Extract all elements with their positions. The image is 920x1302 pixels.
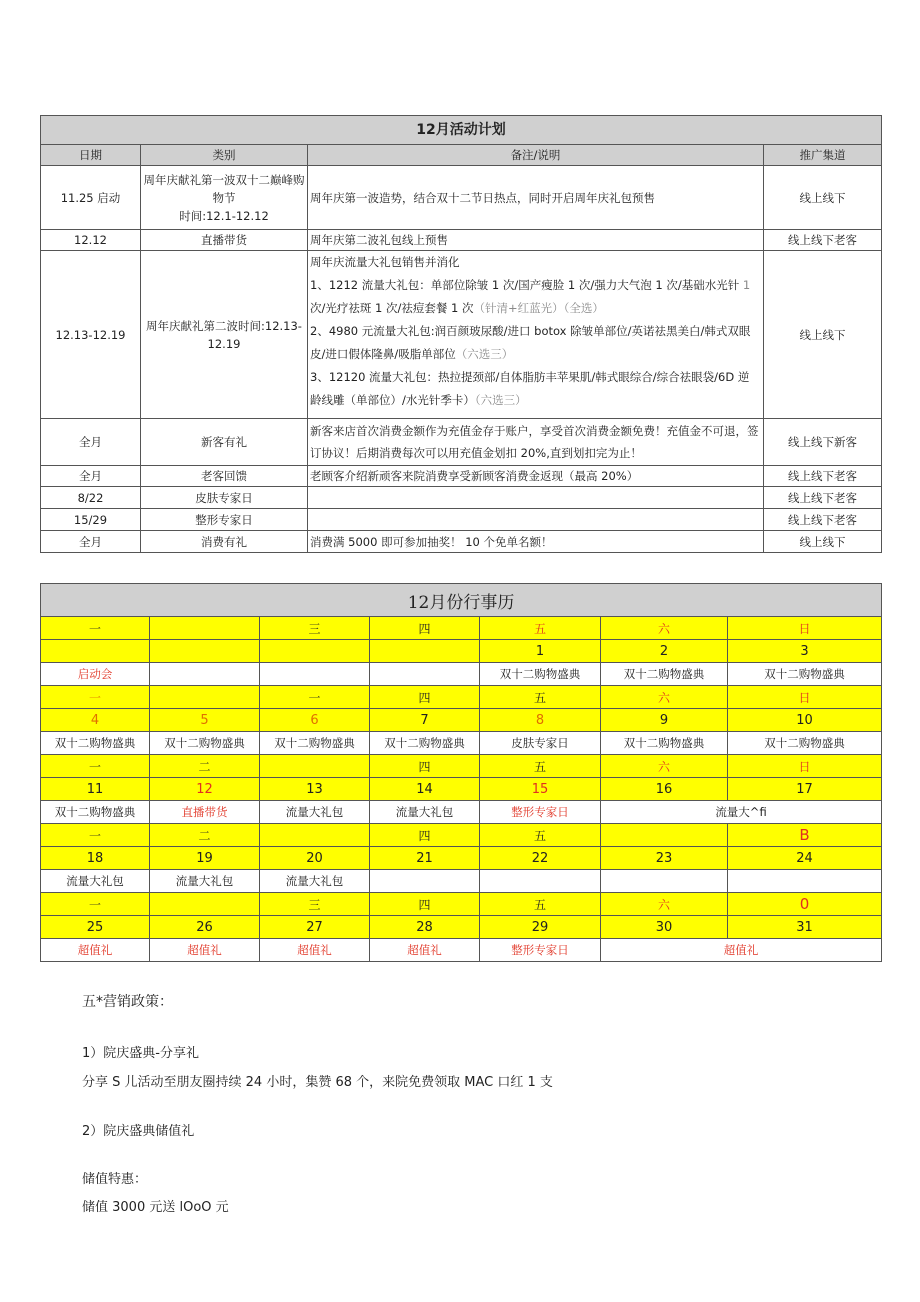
date-cell: 24: [728, 847, 882, 870]
plan-row: [41, 230, 882, 251]
date-row: [41, 778, 882, 801]
policy-item2-subtitle: 储值特惠：: [82, 1172, 148, 1187]
weekday-cell: [260, 824, 370, 847]
date-cell: 2: [601, 640, 728, 663]
weekday-cell: 五: [480, 617, 601, 640]
date-row: [41, 847, 882, 870]
date-cell: 26: [150, 916, 260, 939]
notes-text: （六选三）: [455, 347, 514, 361]
plan-channel: 线上线下: [764, 251, 882, 419]
policy-item1-title: 1）院庆盛典-分享礼: [82, 1046, 199, 1061]
event-cell: [370, 663, 480, 686]
weekday-cell: 四: [370, 755, 480, 778]
plan-notes: [308, 419, 764, 466]
plan-notes: 消费满 5000 即可参加抽奖！ 10 个免单名额！: [308, 531, 764, 553]
event-cell: 皮肤专家日: [480, 732, 601, 755]
category-line: 周年庆献礼第二波时间:12.13-: [146, 318, 302, 333]
weekday-cell: 一: [41, 824, 150, 847]
notes-line: 周年庆流量大礼包销售并消化: [310, 255, 460, 269]
event-cell: 超值礼: [601, 939, 882, 962]
event-cell: 双十二购物盛典: [728, 732, 882, 755]
event-cell: [480, 870, 601, 893]
plan-notes: 周年庆第二波礼包线上预售: [308, 230, 764, 251]
header-channel: 推广集道: [764, 145, 882, 166]
date-cell: 16: [601, 778, 728, 801]
plan-channel: 线上线下: [764, 166, 882, 230]
event-cell: 双十二购物盛典: [260, 732, 370, 755]
event-cell: 流量大礼包: [370, 801, 480, 824]
date-cell: 14: [370, 778, 480, 801]
weekday-cell: 二: [150, 755, 260, 778]
date-cell: 15: [480, 778, 601, 801]
event-cell: [150, 663, 260, 686]
date-cell: 10: [728, 709, 882, 732]
notes-line: [310, 389, 759, 412]
plan-notes: 周年庆第一波造势，结合双十二节日热点，同时开启周年庆礼包预售: [308, 166, 764, 230]
plan-notes: [308, 509, 764, 531]
date-cell: 21: [370, 847, 480, 870]
notes-text: （六选三）: [474, 393, 527, 407]
event-row: [41, 663, 882, 686]
event-cell: 超值礼: [41, 939, 150, 962]
notes-text: 龄线雕（单部位）/水光针季卡）: [310, 393, 475, 407]
policy-item2-text: 储值 3000 元送 lOoO 元: [82, 1200, 229, 1215]
weekday-cell: 一: [41, 755, 150, 778]
weekday-cell: 一: [41, 686, 150, 709]
notes-text: 皮/进口假体隆鼻/吸脂单部位: [310, 347, 456, 361]
notes-line: 订协议！后期消费每次可以用充值金划扣 20%,直到划扣完为止！: [310, 446, 642, 460]
weekday-row: [41, 824, 882, 847]
plan-notes: [308, 487, 764, 509]
plan-date: 12.12: [41, 230, 141, 251]
weekday-row: [41, 755, 882, 778]
event-cell: 双十二购物盛典: [370, 732, 480, 755]
date-cell: [260, 640, 370, 663]
notes-text: 1、1212 流量大礼包：单部位除皱 1 次/国产瘦脸 1 次/强力大气泡 1 次/基础水光针: [310, 278, 740, 292]
plan-row: [41, 419, 882, 466]
notes-text: 次/光疗祛斑 1 次/祛痘套餐 1 次: [310, 301, 474, 315]
date-cell: 30: [601, 916, 728, 939]
plan-row: [41, 166, 882, 230]
plan-channel: 线上线下: [764, 531, 882, 553]
weekday-cell: 六: [601, 686, 728, 709]
weekday-cell: 三: [260, 893, 370, 916]
plan-channel: 线上线下老客: [764, 230, 882, 251]
notes-line: [310, 297, 759, 320]
weekday-row: [41, 893, 882, 916]
weekday-cell: 四: [370, 824, 480, 847]
date-cell: 5: [150, 709, 260, 732]
category-line: 周年庆献礼第一波双十二巅峰购: [143, 172, 305, 187]
weekday-cell: 六: [601, 893, 728, 916]
weekday-cell: [150, 617, 260, 640]
weekday-cell: [260, 755, 370, 778]
plan-title: 12月活动计划: [41, 116, 882, 145]
policy-heading: 五*营销政策：: [82, 994, 173, 1010]
date-cell: 25: [41, 916, 150, 939]
weekday-row: [41, 686, 882, 709]
event-cell: 流量大礼包: [260, 801, 370, 824]
notes-line: 新客来店首次消费金额作为充值金存于账户，享受首次消费金额免费！充值金不可退，签: [310, 424, 759, 438]
plan-channel: 线上线下老客: [764, 509, 882, 531]
weekday-cell: 四: [370, 617, 480, 640]
plan-notes: 老顾客介绍新顽客来院消费享受新顾客消费金返现（最高 20%）: [308, 466, 764, 487]
plan-row: [41, 487, 882, 509]
category-line: 12.19: [207, 336, 241, 351]
weekday-cell: 五: [480, 755, 601, 778]
plan-date: 11.25 启动: [41, 166, 141, 230]
event-row: [41, 732, 882, 755]
date-cell: 18: [41, 847, 150, 870]
date-row: [41, 640, 882, 663]
weekday-cell: 一: [41, 893, 150, 916]
date-cell: 17: [728, 778, 882, 801]
date-cell: 4: [41, 709, 150, 732]
plan-date: 全月: [41, 531, 141, 553]
weekday-cell: 一: [260, 686, 370, 709]
plan-category: [141, 251, 308, 419]
weekday-cell: 二: [150, 824, 260, 847]
event-cell: 流量大^fi: [601, 801, 882, 824]
plan-row: [41, 531, 882, 553]
category-line: 时间:12.1-12.12: [179, 208, 269, 223]
event-row: [41, 870, 882, 893]
plan-category: 直播带货: [141, 230, 308, 251]
date-cell: 1: [480, 640, 601, 663]
notes-text: （针清+红蓝光）（全选）: [473, 301, 604, 315]
event-cell: 超值礼: [150, 939, 260, 962]
plan-date: 8/22: [41, 487, 141, 509]
event-cell: [728, 870, 882, 893]
weekday-cell: 四: [370, 686, 480, 709]
event-cell: 双十二购物盛典: [601, 663, 728, 686]
weekday-cell: 三: [260, 617, 370, 640]
notes-line: 2、4980 元流量大礼包:润百颜玻尿酸/进口 botox 除皱单部位/英诺祛黑美白/韩式双眼: [310, 324, 751, 338]
event-row: [41, 801, 882, 824]
event-cell: 超值礼: [260, 939, 370, 962]
notes-line: [310, 343, 759, 366]
event-cell: 启动会: [41, 663, 150, 686]
event-cell: [260, 663, 370, 686]
plan-channel: 线上线下老客: [764, 466, 882, 487]
event-cell: 双十二购物盛典: [601, 732, 728, 755]
plan-category: [141, 166, 308, 230]
date-cell: 27: [260, 916, 370, 939]
weekday-row: [41, 617, 882, 640]
date-cell: 8: [480, 709, 601, 732]
plan-row: [41, 509, 882, 531]
notes-text: 1: [739, 278, 751, 292]
plan-row: [41, 251, 882, 419]
activity-plan-table: [40, 115, 882, 553]
plan-category: 老客回馈: [141, 466, 308, 487]
plan-date: 15/29: [41, 509, 141, 531]
event-cell: 流量大礼包: [260, 870, 370, 893]
calendar-title: 12月份行事历: [41, 584, 882, 617]
date-cell: 22: [480, 847, 601, 870]
plan-header-row: [41, 145, 882, 166]
date-cell: 19: [150, 847, 260, 870]
date-cell: 6: [260, 709, 370, 732]
event-cell: 双十二购物盛典: [41, 732, 150, 755]
plan-channel: 线上线下老客: [764, 487, 882, 509]
plan-category: 整形专家日: [141, 509, 308, 531]
plan-category: 消费有礼: [141, 531, 308, 553]
plan-notes: [308, 251, 764, 419]
event-cell: 流量大礼包: [150, 870, 260, 893]
event-cell: 流量大礼包: [41, 870, 150, 893]
event-cell: [370, 870, 480, 893]
event-cell: 超值礼: [370, 939, 480, 962]
plan-channel: 线上线下新客: [764, 419, 882, 466]
plan-category: 新客有礼: [141, 419, 308, 466]
plan-date: 12.13-12.19: [41, 251, 141, 419]
weekday-cell: 六: [601, 617, 728, 640]
calendar-table: [40, 583, 882, 962]
date-row: [41, 709, 882, 732]
date-row: [41, 916, 882, 939]
plan-category: 皮肤专家日: [141, 487, 308, 509]
date-cell: 13: [260, 778, 370, 801]
header-notes: 备注/说明: [308, 145, 764, 166]
weekday-cell: 五: [480, 686, 601, 709]
weekday-cell: [601, 824, 728, 847]
weekday-cell: 一: [41, 617, 150, 640]
weekday-cell: [150, 893, 260, 916]
date-cell: 31: [728, 916, 882, 939]
date-cell: 28: [370, 916, 480, 939]
event-cell: [601, 870, 728, 893]
header-date: 日期: [41, 145, 141, 166]
event-cell: 双十二购物盛典: [41, 801, 150, 824]
notes-line: [310, 274, 759, 297]
date-cell: [150, 640, 260, 663]
weekday-cell: 四: [370, 893, 480, 916]
date-cell: [41, 640, 150, 663]
date-cell: 11: [41, 778, 150, 801]
category-line: 物节: [212, 190, 236, 205]
date-cell: [370, 640, 480, 663]
date-cell: 20: [260, 847, 370, 870]
plan-row: [41, 466, 882, 487]
date-cell: 29: [480, 916, 601, 939]
event-cell: 双十二购物盛典: [480, 663, 601, 686]
policy-item2-title: 2）院庆盛典储值礼: [82, 1124, 195, 1139]
weekday-cell: 五: [480, 893, 601, 916]
event-cell: 直播带货: [150, 801, 260, 824]
weekday-cell: 日: [728, 617, 882, 640]
weekday-cell: 六: [601, 755, 728, 778]
date-cell: 7: [370, 709, 480, 732]
weekday-cell: 0: [728, 893, 882, 916]
date-cell: 3: [728, 640, 882, 663]
weekday-cell: [150, 686, 260, 709]
event-cell: 双十二购物盛典: [728, 663, 882, 686]
date-cell: 12: [150, 778, 260, 801]
event-cell: 整形专家日: [480, 801, 601, 824]
event-cell: 整形专家日: [480, 939, 601, 962]
weekday-cell: 日: [728, 686, 882, 709]
weekday-cell: 日: [728, 755, 882, 778]
weekday-cell: B: [728, 824, 882, 847]
policy-item1-text: 分享 S 儿活动至朋友圈持续 24 小时，集赞 68 个，来院免费领取 MAC 口红 1 支: [82, 1075, 553, 1090]
plan-date: 全月: [41, 466, 141, 487]
event-cell: 双十二购物盛典: [150, 732, 260, 755]
date-cell: 9: [601, 709, 728, 732]
date-cell: 23: [601, 847, 728, 870]
event-row: [41, 939, 882, 962]
plan-date: 全月: [41, 419, 141, 466]
header-category: 类别: [141, 145, 308, 166]
weekday-cell: 五: [480, 824, 601, 847]
notes-line: 3、12120 流量大礼包：热拉提颈部/自体脂肪丰苹果肌/韩式眼综合/综合祛眼袋/6D 逆: [310, 370, 750, 384]
